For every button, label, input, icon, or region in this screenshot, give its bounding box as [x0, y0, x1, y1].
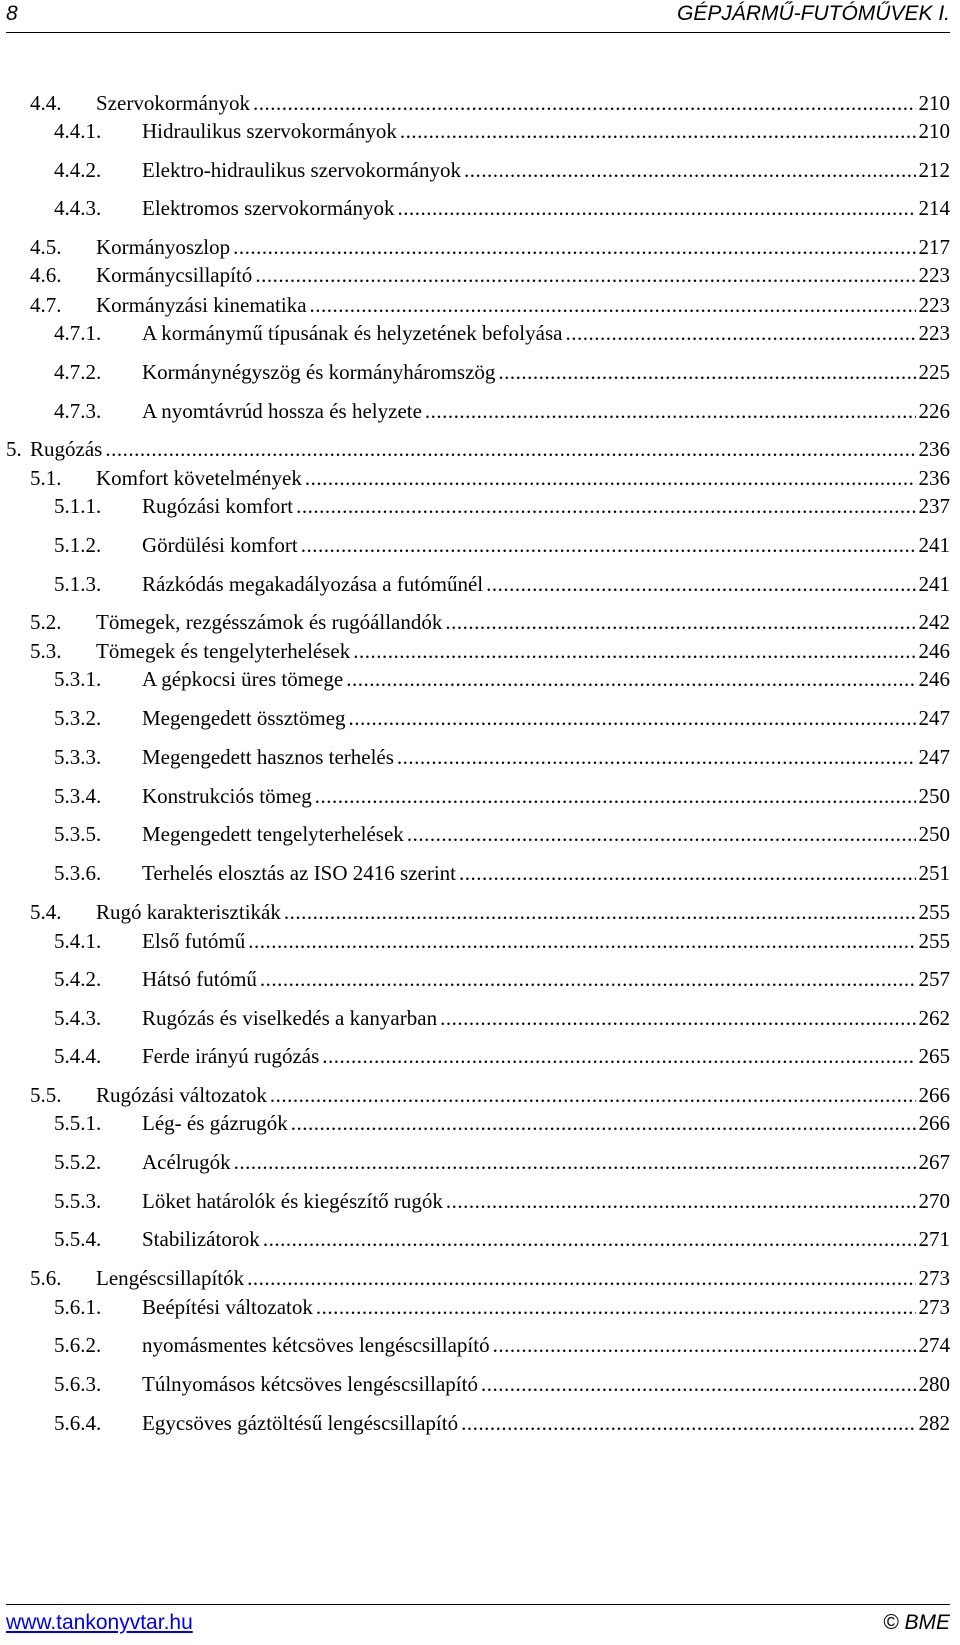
toc-entry-number: 5.6.1. [54, 1295, 102, 1319]
toc-entry[interactable] [0, 1147, 960, 1177]
toc-entry[interactable] [0, 742, 960, 772]
toc-entry[interactable] [0, 636, 960, 666]
toc-entry-title: Rugó karakterisztikák [96, 897, 284, 927]
toc-leader-dots [315, 781, 916, 811]
toc-entry-number: 5.2. [30, 610, 62, 634]
toc-entry-title: Rugózás és viselkedés a kanyarban [142, 1003, 440, 1033]
toc-entry-number: 4.7.3. [54, 399, 102, 423]
toc-entry-page: 226 [918, 399, 950, 423]
toc-entry-page: 241 [918, 572, 950, 596]
toc-entry-number: 4.6. [30, 263, 62, 287]
toc-entry-title: A nyomtávrúd hossza és helyzete [142, 396, 425, 426]
toc-entry[interactable] [0, 1292, 960, 1322]
toc-entry[interactable] [0, 1330, 960, 1360]
toc-entry-number: 4.7.2. [54, 360, 102, 384]
toc-entry-title: Megengedett össztömeg [142, 703, 349, 733]
running-title: GÉPJÁRMŰ-FUTÓMŰVEK I. [676, 2, 950, 25]
toc-entry[interactable] [0, 964, 960, 994]
toc-entry[interactable] [0, 569, 960, 599]
toc-entry-number: 4.4. [30, 91, 62, 115]
toc-entry-page: 251 [918, 861, 950, 885]
toc-entry-title: Kormányzási kinematika [96, 290, 310, 320]
toc-entry[interactable] [0, 357, 960, 387]
toc-entry[interactable] [0, 781, 960, 811]
toc-entry-page: 212 [918, 158, 950, 182]
toc-entry[interactable] [0, 1224, 960, 1254]
copyright-notice: © BME [883, 1611, 950, 1634]
toc-entry-title: Kormányoszlop [96, 232, 233, 262]
toc-entry[interactable] [0, 858, 960, 888]
toc-entry-title: Gördülési komfort [142, 530, 301, 560]
toc-entry[interactable] [0, 1108, 960, 1138]
toc-entry[interactable] [0, 232, 960, 262]
toc-entry[interactable] [0, 434, 960, 464]
toc-entry[interactable] [0, 463, 960, 493]
toc-entry-title: Tömegek, rezgésszámok és rugóállandók [96, 607, 445, 637]
toc-entry[interactable] [0, 88, 960, 118]
toc-entry-number: 5.4.2. [54, 967, 102, 991]
toc-entry-page: 247 [918, 745, 950, 769]
toc-leader-dots [565, 318, 916, 348]
toc-entry-page: 273 [918, 1266, 950, 1290]
toc-entry-title: Konstrukciós tömeg [142, 781, 315, 811]
toc-entry[interactable] [0, 1003, 960, 1033]
toc-entry[interactable] [0, 318, 960, 348]
toc-entry-number: 5.5.4. [54, 1227, 102, 1251]
toc-entry-number: 5.5.3. [54, 1189, 102, 1213]
toc-entry-page: 280 [918, 1372, 950, 1396]
toc-leader-dots [291, 1108, 916, 1138]
toc-entry-title: Ferde irányú rugózás [142, 1041, 322, 1071]
toc-entry-number: 4.5. [30, 235, 62, 259]
toc-entry-page: 262 [918, 1006, 950, 1030]
toc-entry-number: 5.4.3. [54, 1006, 102, 1030]
toc-leader-dots [464, 155, 916, 185]
toc-entry-title: Egycsöves gáztöltésű lengéscsillapító [142, 1408, 461, 1438]
toc-entry[interactable] [0, 607, 960, 637]
toc-leader-dots [349, 703, 916, 733]
toc-entry-number: 5.3. [30, 639, 62, 663]
toc-entry-title: Hátsó futómű [142, 964, 260, 994]
toc-leader-dots [270, 1080, 916, 1110]
toc-entry[interactable] [0, 1080, 960, 1110]
toc-entry[interactable] [0, 703, 960, 733]
toc-entry[interactable] [0, 664, 960, 694]
toc-entry-title: Kormánynégyszög és kormányháromszög [142, 357, 498, 387]
toc-entry-title: Rázkódás megakadályozása a futóműnél [142, 569, 486, 599]
toc-entry-page: 273 [918, 1295, 950, 1319]
toc-entry-number: 5.1. [30, 466, 62, 490]
toc-entry[interactable] [0, 396, 960, 426]
toc-leader-dots [481, 1369, 916, 1399]
toc-entry[interactable] [0, 290, 960, 320]
toc-entry-page: 265 [918, 1044, 950, 1068]
toc-entry-number: 5.4.4. [54, 1044, 102, 1068]
toc-entry-title: Szervokormányok [96, 88, 253, 118]
page-header [6, 2, 950, 33]
toc-entry-page: 236 [918, 466, 950, 490]
toc-leader-dots [486, 569, 916, 599]
toc-entry-title: Elektromos szervokormányok [142, 193, 398, 223]
toc-entry[interactable] [0, 1408, 960, 1438]
toc-entry-page: 242 [918, 610, 950, 634]
toc-entry[interactable] [0, 193, 960, 223]
toc-entry-number: 5.6.3. [54, 1372, 102, 1396]
toc-leader-dots [346, 664, 916, 694]
toc-entry-number: 5.3.5. [54, 822, 102, 846]
toc-entry-title: Lengéscsillapítók [96, 1263, 247, 1293]
toc-entry[interactable] [0, 1186, 960, 1216]
toc-leader-dots [234, 1147, 916, 1177]
toc-entry-title: Rugózási komfort [142, 491, 296, 521]
toc-entry-title: Megengedett tengelyterhelések [142, 819, 407, 849]
toc-leader-dots [255, 260, 916, 290]
toc-entry-page: 210 [918, 91, 950, 115]
toc-entry-number: 5.4. [30, 900, 62, 924]
toc-entry[interactable] [0, 926, 960, 956]
toc-entry-number: 4.7.1. [54, 321, 102, 345]
toc-entry-title: Első futómű [142, 926, 248, 956]
toc-leader-dots [305, 463, 916, 493]
toc-entry-number: 5. [6, 437, 22, 461]
toc-entry-title: Rugózási változatok [96, 1080, 270, 1110]
toc-leader-dots [461, 1408, 916, 1438]
toc-leader-dots [398, 193, 916, 223]
toc-entry-number: 5.1.2. [54, 533, 102, 557]
toc-entry-number: 5.5. [30, 1083, 62, 1107]
toc-entry[interactable] [0, 819, 960, 849]
toc-entry-number: 5.3.3. [54, 745, 102, 769]
toc-leader-dots [301, 530, 916, 560]
toc-entry-page: 267 [918, 1150, 950, 1174]
toc-entry-page: 223 [918, 321, 950, 345]
toc-entry-page: 210 [918, 119, 950, 143]
toc-leader-dots [459, 858, 916, 888]
toc-entry-title: Stabilizátorok [142, 1224, 263, 1254]
toc-leader-dots [407, 819, 916, 849]
toc-entry-number: 4.7. [30, 293, 62, 317]
page-footer [6, 1604, 950, 1635]
toc-leader-dots [260, 964, 916, 994]
toc-entry-page: 270 [918, 1189, 950, 1213]
toc-entry-number: 5.1.1. [54, 494, 102, 518]
toc-entry-title: A gépkocsi üres tömege [142, 664, 346, 694]
toc-entry-title: Megengedett hasznos terhelés [142, 742, 397, 772]
toc-entry-number: 5.4.1. [54, 929, 102, 953]
toc-entry-title: Terhelés elosztás az ISO 2416 szerint [142, 858, 459, 888]
toc-entry-page: 257 [918, 967, 950, 991]
toc-entry-number: 5.1.3. [54, 572, 102, 596]
toc-leader-dots [397, 742, 916, 772]
toc-entry-page: 247 [918, 706, 950, 730]
toc-entry-page: 266 [918, 1111, 950, 1135]
toc-entry-page: 266 [918, 1083, 950, 1107]
toc-entry-page: 282 [918, 1411, 950, 1435]
toc-leader-dots [284, 897, 916, 927]
toc-leader-dots [425, 396, 916, 426]
toc-entry-number: 5.3.6. [54, 861, 102, 885]
toc-leader-dots [310, 290, 916, 320]
toc-entry-number: 4.4.1. [54, 119, 102, 143]
toc-entry-page: 246 [918, 667, 950, 691]
toc-leader-dots [322, 1041, 916, 1071]
toc-entry-page: 241 [918, 533, 950, 557]
toc-entry-title: Elektro-hidraulikus szervokormányok [142, 155, 464, 185]
toc-leader-dots [248, 926, 916, 956]
toc-entry-number: 5.3.1. [54, 667, 102, 691]
toc-entry[interactable] [0, 1263, 960, 1293]
toc-entry[interactable] [0, 1041, 960, 1071]
toc-entry-title: Túlnyomásos kétcsöves lengéscsillapító [142, 1369, 481, 1399]
toc-entry-number: 4.4.3. [54, 196, 102, 220]
toc-entry-page: 271 [918, 1227, 950, 1251]
toc-entry-page: 255 [918, 929, 950, 953]
toc-entry-number: 5.6.4. [54, 1411, 102, 1435]
toc-entry[interactable] [0, 897, 960, 927]
toc-entry-title: A kormánymű típusának és helyzetének befolyása [142, 318, 565, 348]
toc-entry[interactable] [0, 116, 960, 146]
toc-leader-dots [263, 1224, 916, 1254]
toc-entry-page: 246 [918, 639, 950, 663]
toc-entry[interactable] [0, 260, 960, 290]
toc-entry-page: 223 [918, 293, 950, 317]
toc-entry[interactable] [0, 1369, 960, 1399]
toc-entry-title: Acélrugók [142, 1147, 234, 1177]
toc-entry-page: 236 [918, 437, 950, 461]
toc-entry[interactable] [0, 155, 960, 185]
toc-leader-dots [400, 116, 916, 146]
toc-entry[interactable] [0, 491, 960, 521]
toc-entry-number: 5.3.2. [54, 706, 102, 730]
toc-leader-dots [498, 357, 916, 387]
toc-entry[interactable] [0, 530, 960, 560]
toc-entry-page: 223 [918, 263, 950, 287]
toc-entry-title: Lég- és gázrugók [142, 1108, 291, 1138]
page-number: 8 [6, 2, 18, 25]
toc-entry-title: Tömegek és tengelyterhelések [96, 636, 353, 666]
toc-entry-number: 5.5.2. [54, 1150, 102, 1174]
toc-entry-page: 274 [918, 1333, 950, 1357]
toc-entry-title: Rugózás [30, 434, 105, 464]
toc-entry-page: 225 [918, 360, 950, 384]
toc-entry-page: 250 [918, 822, 950, 846]
toc-leader-dots [493, 1330, 916, 1360]
toc-leader-dots [247, 1263, 916, 1293]
toc-leader-dots [316, 1292, 916, 1322]
toc-leader-dots [446, 1186, 916, 1216]
toc-leader-dots [445, 607, 916, 637]
toc-leader-dots [105, 434, 916, 464]
toc-entry-title: Komfort követelmények [96, 463, 305, 493]
toc-entry-title: nyomásmentes kétcsöves lengéscsillapító [142, 1330, 493, 1360]
toc-entry-number: 5.6. [30, 1266, 62, 1290]
toc-entry-page: 250 [918, 784, 950, 808]
toc-entry-number: 5.5.1. [54, 1111, 102, 1135]
toc-entry-number: 5.3.4. [54, 784, 102, 808]
toc-entry-title: Löket határolók és kiegészítő rugók [142, 1186, 446, 1216]
toc-entry-title: Beépítési változatok [142, 1292, 316, 1322]
toc-leader-dots [296, 491, 916, 521]
toc-leader-dots [253, 88, 916, 118]
toc-entry-page: 217 [918, 235, 950, 259]
footer-link[interactable]: www.tankonyvtar.hu [6, 1611, 193, 1634]
toc-entry-title: Kormánycsillapító [96, 260, 255, 290]
toc-leader-dots [233, 232, 916, 262]
toc-entry-page: 237 [918, 494, 950, 518]
toc-leader-dots [440, 1003, 916, 1033]
toc-entry-title: Hidraulikus szervokormányok [142, 116, 400, 146]
toc-entry-page: 214 [918, 196, 950, 220]
toc-entry-page: 255 [918, 900, 950, 924]
toc-entry-number: 4.4.2. [54, 158, 102, 182]
toc-leader-dots [353, 636, 916, 666]
toc-entry-number: 5.6.2. [54, 1333, 102, 1357]
